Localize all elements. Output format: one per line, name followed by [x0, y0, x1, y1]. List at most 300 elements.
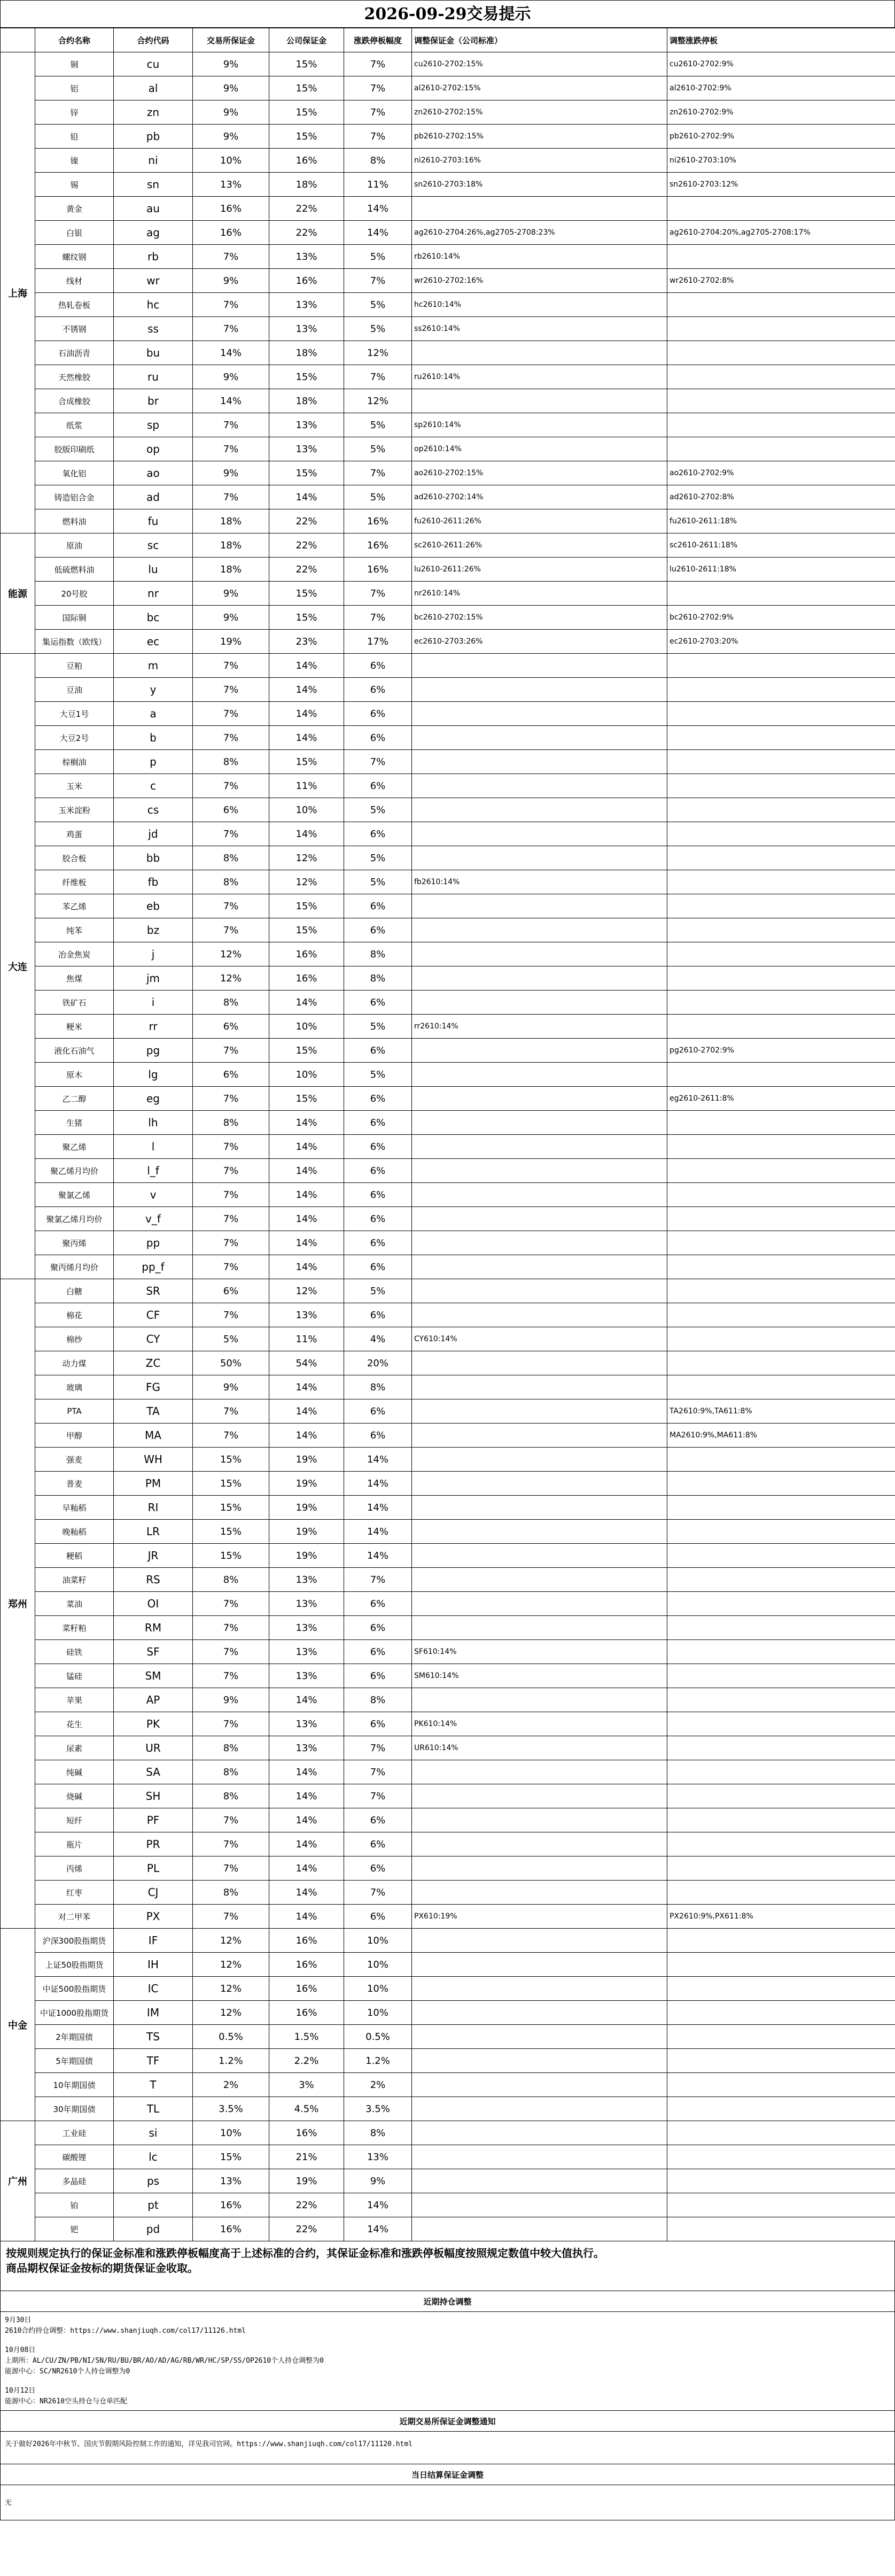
cell-exch-margin: 9% — [193, 125, 269, 149]
cell-name: 纯苯 — [35, 918, 114, 942]
cell-adj-limit — [667, 317, 895, 341]
cell-exch-margin: 8% — [193, 1736, 269, 1760]
cell-adj-margin — [412, 1255, 667, 1279]
cell-name: 棕榈油 — [35, 750, 114, 774]
cell-exch-margin: 15% — [193, 1544, 269, 1568]
cell-adj-limit — [667, 293, 895, 317]
cell-adj-limit — [667, 2001, 895, 2025]
exchange-cell: 郑州 — [1, 1279, 35, 1929]
cell-code: i — [114, 991, 193, 1015]
cell-code: l — [114, 1135, 193, 1159]
cell-adj-margin — [412, 798, 667, 822]
cell-code: OI — [114, 1592, 193, 1616]
table-row — [1, 1832, 895, 1856]
cell-co-margin: 19% — [269, 2169, 344, 2193]
cell-adj-limit — [667, 1472, 895, 1496]
cell-exch-margin: 5% — [193, 1327, 269, 1351]
cell-adj-margin: sp2610:14% — [412, 413, 667, 437]
cell-code: zn — [114, 100, 193, 125]
col-header-adj-margin: 调整保证金（公司标准） — [412, 28, 667, 52]
cell-name: 锌 — [35, 100, 114, 125]
cell-limit: 6% — [344, 1159, 412, 1183]
table-row — [1, 1424, 895, 1448]
cell-adj-limit — [667, 1832, 895, 1856]
table-row — [1, 1303, 895, 1327]
cell-name: 玻璃 — [35, 1375, 114, 1399]
cell-code: lh — [114, 1111, 193, 1135]
cell-adj-limit — [667, 1616, 895, 1640]
cell-adj-margin: pb2610-2702:15% — [412, 125, 667, 149]
cell-co-margin: 19% — [269, 1496, 344, 1520]
cell-exch-margin: 9% — [193, 461, 269, 485]
cell-code: MA — [114, 1424, 193, 1448]
exchange-cell: 中金 — [1, 1929, 35, 2121]
cell-name: 对二甲苯 — [35, 1905, 114, 1929]
cell-limit: 8% — [344, 966, 412, 991]
cell-name: 线材 — [35, 269, 114, 293]
cell-limit: 6% — [344, 1135, 412, 1159]
cell-exch-margin: 2% — [193, 2073, 269, 2097]
cell-adj-margin: hc2610:14% — [412, 293, 667, 317]
table-row — [1, 726, 895, 750]
table-row — [1, 221, 895, 245]
cell-limit: 5% — [344, 293, 412, 317]
cell-adj-margin: bc2610-2702:15% — [412, 606, 667, 630]
recent-position-line — [5, 2377, 890, 2386]
table-row — [1, 317, 895, 341]
recent-position-line[interactable]: 2610合约持仓调整：https://www.shanjiuqh.com/col17/11126.html — [5, 2327, 246, 2335]
cell-limit: 6% — [344, 1207, 412, 1231]
table-row — [1, 558, 895, 582]
cell-adj-margin: ru2610:14% — [412, 365, 667, 389]
cell-adj-margin — [412, 1616, 667, 1640]
cell-limit: 6% — [344, 1255, 412, 1279]
cell-adj-margin — [412, 2025, 667, 2049]
cell-limit: 5% — [344, 245, 412, 269]
cell-exch-margin: 8% — [193, 1111, 269, 1135]
cell-name: PTA — [35, 1399, 114, 1424]
cell-exch-margin: 8% — [193, 846, 269, 870]
cell-co-margin: 11% — [269, 1327, 344, 1351]
cell-exch-margin: 8% — [193, 870, 269, 894]
table-row — [1, 582, 895, 606]
cell-code: TS — [114, 2025, 193, 2049]
cell-adj-limit: ec2610-2703:20% — [667, 630, 895, 654]
cell-adj-margin: PX610:19% — [412, 1905, 667, 1929]
cell-name: 燃料油 — [35, 509, 114, 533]
recent-position-line: 能源中心：SC/NR2610个人持仓调整为0 — [5, 2368, 130, 2376]
cell-adj-limit — [667, 1640, 895, 1664]
recent-position-title: 近期持仓调整 — [0, 2291, 895, 2312]
table-row — [1, 1231, 895, 1255]
cell-adj-margin: ag2610-2704:26%,ag2705-2708:23% — [412, 221, 667, 245]
cell-code: ss — [114, 317, 193, 341]
cell-adj-margin — [412, 341, 667, 365]
exchange-cell: 上海 — [1, 52, 35, 533]
cell-code: bb — [114, 846, 193, 870]
cell-exch-margin: 9% — [193, 100, 269, 125]
cell-exch-margin: 7% — [193, 1039, 269, 1063]
cell-adj-margin — [412, 750, 667, 774]
cell-limit: 6% — [344, 1592, 412, 1616]
cell-limit: 7% — [344, 750, 412, 774]
cell-co-margin: 13% — [269, 1568, 344, 1592]
cell-code: eg — [114, 1087, 193, 1111]
cell-limit: 13% — [344, 2145, 412, 2169]
table-row — [1, 293, 895, 317]
cell-name: 聚丙烯月均价 — [35, 1255, 114, 1279]
cell-adj-margin — [412, 1424, 667, 1448]
cell-co-margin: 16% — [269, 1953, 344, 1977]
col-header-adj-limit: 调整涨跌停板 — [667, 28, 895, 52]
cell-co-margin: 16% — [269, 1977, 344, 2001]
table-row — [1, 1375, 895, 1399]
cell-exch-margin: 7% — [193, 774, 269, 798]
cell-co-margin: 14% — [269, 1688, 344, 1712]
cell-co-margin: 16% — [269, 966, 344, 991]
rules-note-line2: 商品期权保证金按标的期货保证金收取。 — [6, 2262, 198, 2275]
exchange-cell: 能源 — [1, 533, 35, 654]
cell-limit: 6% — [344, 894, 412, 918]
cell-exch-margin: 15% — [193, 1472, 269, 1496]
cell-limit: 17% — [344, 630, 412, 654]
cell-name: 生猪 — [35, 1111, 114, 1135]
cell-adj-limit — [667, 437, 895, 461]
cell-adj-margin — [412, 1039, 667, 1063]
table-row — [1, 1448, 895, 1472]
cell-exch-margin: 19% — [193, 630, 269, 654]
cell-code: PL — [114, 1856, 193, 1881]
cell-co-margin: 22% — [269, 558, 344, 582]
table-row — [1, 1472, 895, 1496]
cell-adj-margin — [412, 1832, 667, 1856]
cell-name: 纤维板 — [35, 870, 114, 894]
cell-adj-limit — [667, 1135, 895, 1159]
table-row — [1, 365, 895, 389]
cell-adj-margin: fb2610:14% — [412, 870, 667, 894]
table-row — [1, 1063, 895, 1087]
cell-adj-limit: lu2610-2611:18% — [667, 558, 895, 582]
cell-adj-limit — [667, 1736, 895, 1760]
cell-exch-margin: 7% — [193, 918, 269, 942]
cell-code: cs — [114, 798, 193, 822]
cell-adj-margin — [412, 1231, 667, 1255]
cell-co-margin: 14% — [269, 702, 344, 726]
cell-exch-margin: 7% — [193, 654, 269, 678]
cell-name: 工业硅 — [35, 2121, 114, 2145]
cell-adj-limit — [667, 197, 895, 221]
cell-co-margin: 13% — [269, 437, 344, 461]
table-row — [1, 1881, 895, 1905]
recent-margin-body — [0, 2432, 895, 2464]
cell-limit: 14% — [344, 2193, 412, 2217]
today-settle-text: 无 — [5, 2499, 12, 2507]
cell-adj-limit — [667, 918, 895, 942]
cell-adj-limit: zn2610-2702:9% — [667, 100, 895, 125]
cell-limit: 6% — [344, 1424, 412, 1448]
cell-limit: 6% — [344, 822, 412, 846]
cell-adj-margin — [412, 1592, 667, 1616]
cell-limit: 1.2% — [344, 2049, 412, 2073]
cell-name: 甲醇 — [35, 1424, 114, 1448]
rules-note — [0, 2241, 895, 2291]
table-row — [1, 894, 895, 918]
cell-adj-limit — [667, 1207, 895, 1231]
col-header-limit: 涨跌停板幅度 — [344, 28, 412, 52]
cell-co-margin: 14% — [269, 1111, 344, 1135]
cell-adj-limit — [667, 1015, 895, 1039]
cell-name: 聚乙烯 — [35, 1135, 114, 1159]
cell-adj-limit: TA2610:9%,TA611:8% — [667, 1399, 895, 1424]
cell-code: PK — [114, 1712, 193, 1736]
cell-adj-margin — [412, 2145, 667, 2169]
cell-code: bu — [114, 341, 193, 365]
cell-exch-margin: 7% — [193, 1183, 269, 1207]
cell-name: 红枣 — [35, 1881, 114, 1905]
cell-adj-limit — [667, 1977, 895, 2001]
cell-co-margin: 16% — [269, 1929, 344, 1953]
cell-co-margin: 22% — [269, 197, 344, 221]
table-header-row — [1, 28, 895, 52]
cell-adj-limit: wr2610-2702:8% — [667, 269, 895, 293]
cell-exch-margin: 15% — [193, 1448, 269, 1472]
cell-adj-limit — [667, 1375, 895, 1399]
cell-code: v — [114, 1183, 193, 1207]
cell-co-margin: 16% — [269, 2001, 344, 2025]
table-row — [1, 630, 895, 654]
cell-exch-margin: 7% — [193, 317, 269, 341]
cell-code: WH — [114, 1448, 193, 1472]
cell-code: SA — [114, 1760, 193, 1784]
cell-code: SH — [114, 1784, 193, 1808]
cell-adj-margin — [412, 1279, 667, 1303]
table-row — [1, 1327, 895, 1351]
cell-co-margin: 13% — [269, 1616, 344, 1640]
cell-exch-margin: 10% — [193, 149, 269, 173]
cell-exch-margin: 7% — [193, 726, 269, 750]
cell-limit: 6% — [344, 1832, 412, 1856]
margin-table — [0, 28, 895, 2241]
cell-code: sp — [114, 413, 193, 437]
cell-code: br — [114, 389, 193, 413]
cell-co-margin: 14% — [269, 1881, 344, 1905]
table-row — [1, 1159, 895, 1183]
cell-co-margin: 22% — [269, 509, 344, 533]
table-row — [1, 437, 895, 461]
cell-adj-limit — [667, 870, 895, 894]
cell-name: 粳稻 — [35, 1544, 114, 1568]
cell-co-margin: 18% — [269, 341, 344, 365]
cell-adj-margin — [412, 966, 667, 991]
cell-co-margin: 14% — [269, 678, 344, 702]
cell-adj-margin — [412, 894, 667, 918]
cell-adj-margin: PK610:14% — [412, 1712, 667, 1736]
cell-co-margin: 4.5% — [269, 2097, 344, 2121]
cell-limit: 10% — [344, 1953, 412, 1977]
cell-code: bz — [114, 918, 193, 942]
cell-name: 白糖 — [35, 1279, 114, 1303]
table-row — [1, 1688, 895, 1712]
cell-adj-limit — [667, 1183, 895, 1207]
cell-exch-margin: 18% — [193, 533, 269, 558]
cell-adj-margin — [412, 2001, 667, 2025]
cell-adj-limit — [667, 1688, 895, 1712]
cell-adj-limit — [667, 365, 895, 389]
exchange-cell: 大连 — [1, 654, 35, 1279]
cell-co-margin: 2.2% — [269, 2049, 344, 2073]
cell-adj-margin: UR610:14% — [412, 1736, 667, 1760]
cell-exch-margin: 50% — [193, 1351, 269, 1375]
recent-position-line: 能源中心：NR2610空头持仓与仓单匹配 — [5, 2397, 127, 2405]
cell-code: ec — [114, 630, 193, 654]
cell-limit: 16% — [344, 509, 412, 533]
table-row — [1, 1279, 895, 1303]
cell-limit: 6% — [344, 1905, 412, 1929]
cell-name: 原油 — [35, 533, 114, 558]
cell-code: fu — [114, 509, 193, 533]
cell-limit: 14% — [344, 1496, 412, 1520]
cell-adj-limit — [667, 798, 895, 822]
cell-name: 大豆2号 — [35, 726, 114, 750]
cell-name: 棉花 — [35, 1303, 114, 1327]
cell-adj-margin — [412, 726, 667, 750]
cell-name: 中证500股指期货 — [35, 1977, 114, 2001]
cell-adj-margin — [412, 2121, 667, 2145]
cell-name: 沪深300股指期货 — [35, 1929, 114, 1953]
cell-code: SR — [114, 1279, 193, 1303]
cell-exch-margin: 7% — [193, 894, 269, 918]
cell-adj-limit — [667, 2217, 895, 2241]
cell-adj-limit — [667, 1111, 895, 1135]
cell-co-margin: 15% — [269, 750, 344, 774]
cell-exch-margin: 14% — [193, 341, 269, 365]
cell-code: wr — [114, 269, 193, 293]
table-row — [1, 2073, 895, 2097]
cell-adj-limit — [667, 1953, 895, 1977]
cell-exch-margin: 13% — [193, 173, 269, 197]
col-header-exchange-margin: 交易所保证金 — [193, 28, 269, 52]
table-row — [1, 2169, 895, 2193]
col-header-exchange — [1, 28, 35, 52]
cell-limit: 14% — [344, 1472, 412, 1496]
cell-adj-limit — [667, 991, 895, 1015]
table-row — [1, 678, 895, 702]
cell-name: 锰硅 — [35, 1664, 114, 1688]
cell-name: 中证1000股指期货 — [35, 2001, 114, 2025]
cell-code: UR — [114, 1736, 193, 1760]
cell-limit: 6% — [344, 1183, 412, 1207]
cell-name: 5年期国债 — [35, 2049, 114, 2073]
cell-limit: 5% — [344, 485, 412, 509]
page-title: 2026-09-29交易提示 — [0, 0, 895, 28]
cell-limit: 14% — [344, 197, 412, 221]
cell-co-margin: 14% — [269, 1760, 344, 1784]
cell-name: 10年期国债 — [35, 2073, 114, 2097]
cell-limit: 6% — [344, 1640, 412, 1664]
table-row — [1, 1977, 895, 2001]
table-row — [1, 654, 895, 678]
cell-co-margin: 11% — [269, 774, 344, 798]
cell-name: 尿素 — [35, 1736, 114, 1760]
cell-code: IF — [114, 1929, 193, 1953]
cell-exch-margin: 9% — [193, 52, 269, 76]
cell-limit: 6% — [344, 1712, 412, 1736]
cell-co-margin: 22% — [269, 2217, 344, 2241]
table-row — [1, 606, 895, 630]
cell-code: pt — [114, 2193, 193, 2217]
cell-adj-limit — [667, 1351, 895, 1375]
cell-limit: 7% — [344, 125, 412, 149]
cell-limit: 5% — [344, 846, 412, 870]
cell-adj-limit — [667, 1279, 895, 1303]
cell-co-margin: 12% — [269, 846, 344, 870]
cell-co-margin: 14% — [269, 1905, 344, 1929]
cell-name: 苯乙烯 — [35, 894, 114, 918]
cell-limit: 8% — [344, 1375, 412, 1399]
cell-limit: 8% — [344, 2121, 412, 2145]
col-header-code: 合约代码 — [114, 28, 193, 52]
cell-adj-limit — [667, 1784, 895, 1808]
cell-adj-margin — [412, 1063, 667, 1087]
cell-name: 棉纱 — [35, 1327, 114, 1351]
cell-exch-margin: 0.5% — [193, 2025, 269, 2049]
cell-code: op — [114, 437, 193, 461]
table-row — [1, 1760, 895, 1784]
cell-code: c — [114, 774, 193, 798]
cell-adj-margin — [412, 1544, 667, 1568]
cell-co-margin: 23% — [269, 630, 344, 654]
cell-co-margin: 14% — [269, 1207, 344, 1231]
table-row — [1, 1664, 895, 1688]
recent-margin-link[interactable]: 关于做好2026年中秋节、国庆节假期风险控制工作的通知，详见我司官网。https://www.shanjiuqh.com/col17/11120.html — [5, 2440, 413, 2448]
cell-limit: 7% — [344, 100, 412, 125]
cell-name: 乙二醇 — [35, 1087, 114, 1111]
table-row — [1, 1520, 895, 1544]
table-row — [1, 2001, 895, 2025]
cell-exch-margin: 18% — [193, 558, 269, 582]
table-row — [1, 822, 895, 846]
cell-co-margin: 10% — [269, 1063, 344, 1087]
cell-code: pp — [114, 1231, 193, 1255]
cell-name: 原木 — [35, 1063, 114, 1087]
table-row — [1, 870, 895, 894]
cell-name: 焦煤 — [35, 966, 114, 991]
cell-name: 油菜籽 — [35, 1568, 114, 1592]
recent-position-line: 10月12日 — [5, 2387, 36, 2395]
table-row — [1, 2193, 895, 2217]
cell-code: pp_f — [114, 1255, 193, 1279]
cell-exch-margin: 13% — [193, 2169, 269, 2193]
cell-co-margin: 19% — [269, 1520, 344, 1544]
cell-adj-limit — [667, 1063, 895, 1087]
cell-adj-margin — [412, 846, 667, 870]
cell-limit: 5% — [344, 317, 412, 341]
cell-adj-limit: pb2610-2702:9% — [667, 125, 895, 149]
cell-adj-margin — [412, 942, 667, 966]
cell-adj-limit: ag2610-2704:20%,ag2705-2708:17% — [667, 221, 895, 245]
cell-name: 天然橡胶 — [35, 365, 114, 389]
cell-exch-margin: 12% — [193, 1953, 269, 1977]
cell-co-margin: 12% — [269, 1279, 344, 1303]
cell-name: 冶金焦炭 — [35, 942, 114, 966]
cell-exch-margin: 12% — [193, 966, 269, 991]
recent-position-line: 10月08日 — [5, 2346, 36, 2354]
table-row — [1, 1592, 895, 1616]
cell-name: 上证50股指期货 — [35, 1953, 114, 1977]
cell-adj-margin: nr2610:14% — [412, 582, 667, 606]
cell-code: hc — [114, 293, 193, 317]
cell-adj-limit — [667, 341, 895, 365]
